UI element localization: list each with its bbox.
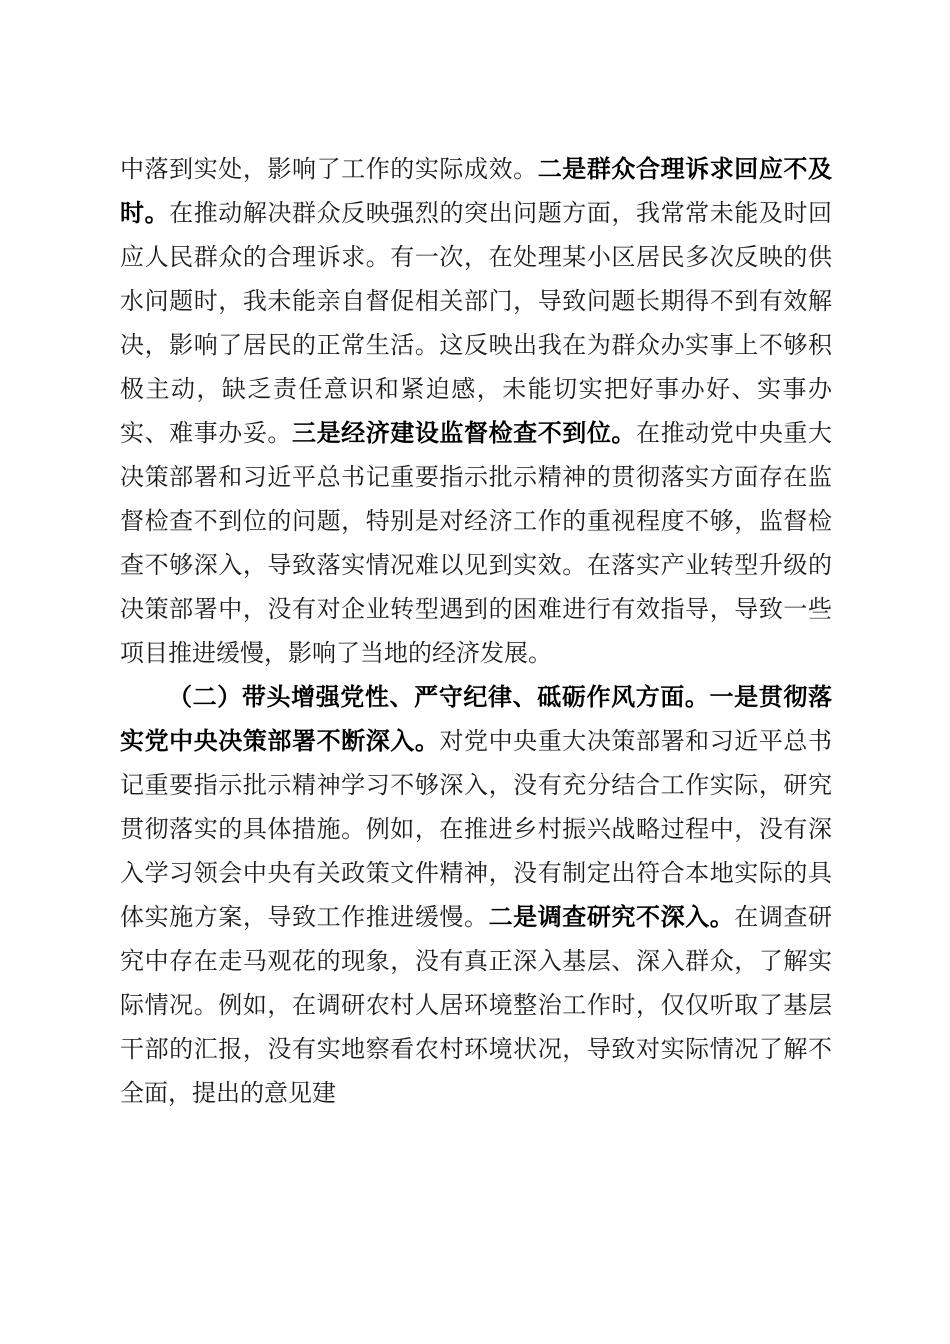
- section-heading-run: （二）带头增强党性、严守纪律、砥砺作风方面。一是贯彻落实党中央决策部署不断深入。: [120, 682, 832, 755]
- text-run: 在推动党中央重大决策部署和习近平总书记重要指示批示精神的贯彻落实方面存在监督检查不到位的问题，特别是对经济工作的重视程度不够，监督检查不够深入，导致落实情况难以见到实效。在落实产业转型升级的决策部署中，没有对企业转型遇到的困难进行有效指导，导致一些项目推进缓慢，影响了当地的经济发展。: [120, 419, 832, 667]
- paragraph-continuation: [120, 147, 832, 675]
- heading-run-point-three: 三是经济建设监督检查不到位。: [292, 418, 636, 447]
- heading-run-point-two: 二是调查研究不深入。: [488, 902, 735, 931]
- document-body: [120, 147, 832, 1115]
- text-run: 在推动解决群众反映强烈的突出问题方面，我常常未能及时回应人民群众的合理诉求。有一次，在处理某小区居民多次反映的供水问题时，我未能亲自督促相关部门，导致问题长期得不到有效解决，影响了居民的正常生活。这反映出我在为群众办实事上不够积极主动，缺乏责任意识和紧迫感，未能切实把好事办好、实事办实、难事办妥。: [120, 199, 833, 447]
- paragraph-section-two: [120, 675, 832, 1115]
- text-run: 对党中央重大决策部署和习近平总书记重要指示批示精神学习不够深入，没有充分结合工作实际，研究贯彻落实的具体措施。例如，在推进乡村振兴战略过程中，没有深入学习领会中央有关政策文件精神，没有制定出符合本地实际的具体实施方案，导致工作推进缓慢。: [120, 727, 833, 931]
- text-run: 中落到实处，影响了工作的实际成效。: [120, 155, 538, 183]
- heading-run-point-two: 二是群众合理诉求回应不及时。: [120, 154, 833, 227]
- text-run: 在调查研究中存在走马观花的现象，没有真正深入基层、深入群众，了解实际情况。例如，在调研农村人居环境整治工作时，仅仅听取了基层干部的汇报，没有实地察看农村环境状况，导致对实际情况了解不全面，提出的意见建: [120, 903, 833, 1107]
